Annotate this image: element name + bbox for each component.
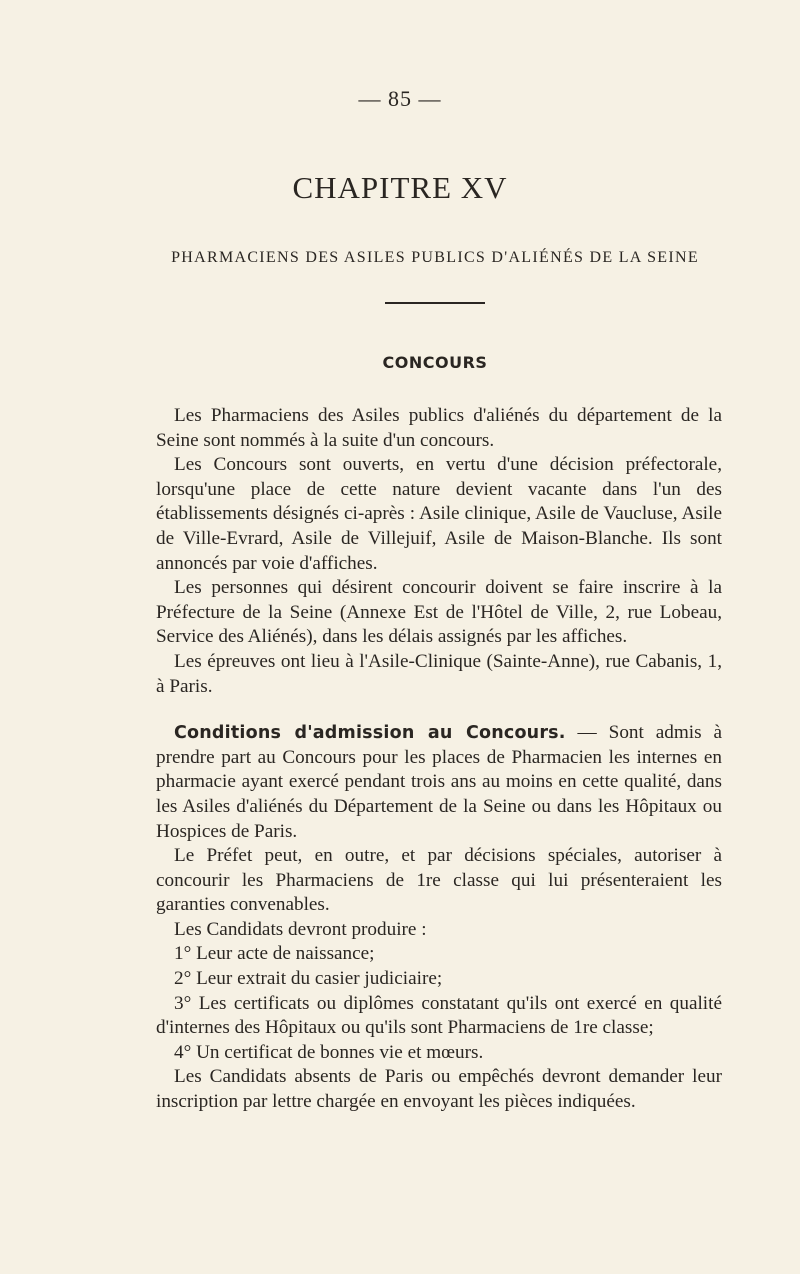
conditions-paragraph — [156, 721, 722, 844]
conditions-text: — Sont admis à prendre part au Concours pour les places de Pharmacien les internes en pharmacie ayant exercé pendant trois ans au moins en cette qualité, dans les Asiles d'aliénés du Département de la Seine ou dans les Hôpitaux ou Hospices de Paris. — [156, 722, 723, 842]
chapter-subtitle: PHARMACIENS DES ASILES PUBLICS D'ALIÉNÉS DE LA SEINE — [171, 249, 699, 266]
page-number: — 85 — — [358, 86, 442, 111]
body-text — [156, 404, 722, 1115]
list-item: 3° Les certificats ou diplômes constatant qu'ils ont exercé en qualité d'internes des Hôpitaux ou qu'ils sont Pharmaciens de 1re classe; — [156, 992, 722, 1039]
list-item: 2° Leur extrait du casier judiciaire; — [174, 968, 443, 990]
paragraph: Les Candidats devront produire : — [174, 918, 427, 940]
section-heading: CONCOURS — [382, 353, 488, 372]
list-item: 1° Leur acte de naissance; — [174, 943, 375, 965]
divider-rule — [385, 302, 485, 304]
paragraph: Les Candidats absents de Paris ou empêchés devront demander leur inscription par lettre chargée en envoyant les pièces indiquées. — [156, 1066, 722, 1113]
conditions-heading: Conditions d'admission au Concours. — [174, 723, 566, 744]
paragraph: Le Préfet peut, en outre, et par décisions spéciales, autoriser à concourir les Pharmaciens de 1re classe qui lui présenteraient les garanties convenables. — [156, 845, 722, 916]
paragraph: Les épreuves ont lieu à l'Asile-Clinique (Sainte-Anne), rue Cabanis, 1, à Paris. — [156, 650, 722, 697]
paragraph: Les personnes qui désirent concourir doivent se faire inscrire à la Préfecture de la Seine (Annexe Est de l'Hôtel de Ville, 2, rue Lobeau, Service des Aliénés), dans les délais assignés par les affiches. — [156, 577, 722, 648]
paragraph: Les Pharmaciens des Asiles publics d'aliénés du département de la Seine sont nommés à la suite d'un concours. — [156, 405, 722, 451]
list-item: 4° Un certificat de bonnes vie et mœurs. — [174, 1041, 484, 1063]
paragraph: Les Concours sont ouverts, en vertu d'une décision préfectorale, lorsqu'une place de cette nature devient vacante dans l'un des établissements désignés ci-après : Asile clinique, Asile de Vaucluse, Asile de Ville-Evrard, Asile de Villejuif, Asile de Maison-Blanche. Ils sont annoncés par voie d'affiches. — [156, 454, 722, 574]
chapter-title: CHAPITRE XV — [292, 170, 508, 205]
